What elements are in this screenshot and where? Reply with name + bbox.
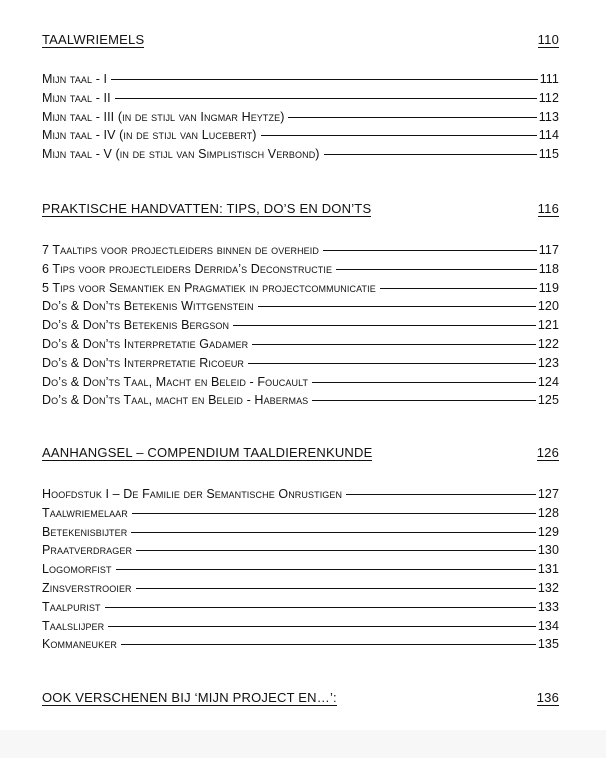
leader-line bbox=[115, 98, 537, 99]
toc-section-taalwriemels bbox=[42, 32, 559, 164]
page-bottom-edge bbox=[0, 730, 606, 758]
toc-entry[interactable] bbox=[42, 617, 559, 636]
heading-page: 110 bbox=[537, 32, 559, 47]
toc-entry[interactable] bbox=[42, 598, 559, 617]
heading-page: 126 bbox=[536, 445, 559, 460]
entry-page: 131 bbox=[537, 562, 559, 577]
leader-line bbox=[288, 117, 536, 118]
leader-line bbox=[111, 79, 538, 80]
toc-entry[interactable] bbox=[42, 504, 559, 523]
entry-title: Mijn taal - V (in de stijl van Simplistisch Verbond) bbox=[42, 147, 320, 162]
entry-page: 113 bbox=[538, 109, 559, 124]
toc-entry[interactable] bbox=[42, 89, 559, 108]
leader-line bbox=[312, 400, 536, 401]
entry-title: Mijn taal - II bbox=[42, 90, 111, 105]
toc-entry[interactable] bbox=[42, 523, 559, 542]
leader-line bbox=[258, 306, 536, 307]
leader-line bbox=[131, 532, 535, 533]
leader-line bbox=[336, 269, 537, 270]
toc-entry[interactable] bbox=[42, 297, 559, 316]
leader-line bbox=[261, 135, 537, 136]
toc-entry[interactable] bbox=[42, 335, 559, 354]
entry-page: 124 bbox=[537, 374, 559, 389]
toc-entry[interactable] bbox=[42, 279, 559, 298]
entry-page: 119 bbox=[538, 280, 559, 295]
entry-title: Taalpurist bbox=[42, 599, 101, 614]
entry-page: 122 bbox=[537, 336, 559, 351]
entry-page: 121 bbox=[537, 318, 559, 333]
toc-entry[interactable] bbox=[42, 241, 559, 260]
leader-line bbox=[108, 626, 536, 627]
leader-line bbox=[324, 154, 537, 155]
entry-title: Logomorfist bbox=[42, 562, 112, 577]
entry-title: Do’s & Don’ts Taal, macht en Beleid - Habermas bbox=[42, 393, 309, 408]
leader-line bbox=[323, 250, 537, 251]
toc-entry[interactable] bbox=[42, 145, 559, 164]
leader-line bbox=[380, 288, 537, 289]
entry-page: 118 bbox=[538, 261, 559, 276]
toc-entry[interactable] bbox=[42, 70, 559, 89]
entry-title: Mijn taal - I bbox=[42, 72, 108, 86]
entry-page: 129 bbox=[537, 524, 559, 539]
entry-title: Betekenisbijter bbox=[42, 524, 128, 539]
leader-line bbox=[105, 607, 536, 608]
toc-heading[interactable] bbox=[42, 690, 559, 710]
heading-page: 136 bbox=[536, 690, 559, 705]
entry-title: 5 Tips voor Semantiek en Pragmatiek in projectcommunicatie bbox=[42, 280, 376, 295]
entry-title: Do’s & Don’ts Interpretatie Gadamer bbox=[42, 336, 249, 351]
toc-heading[interactable] bbox=[42, 201, 559, 221]
entry-title: Hoofdstuk I – De Familie der Semantische Onrustigen bbox=[42, 487, 343, 501]
entry-page: 117 bbox=[538, 243, 559, 257]
entry-page: 125 bbox=[537, 393, 559, 408]
toc-entry[interactable] bbox=[42, 354, 559, 373]
entry-title: Praatverdrager bbox=[42, 543, 133, 558]
toc-entry[interactable] bbox=[42, 391, 559, 410]
heading-title: OOK VERSCHENEN BIJ ‘MIJN PROJECT EN…’: bbox=[42, 690, 337, 705]
leader-line bbox=[312, 382, 536, 383]
entry-page: 114 bbox=[538, 128, 559, 143]
entry-title: Do’s & Don’ts Betekenis Bergson bbox=[42, 318, 230, 333]
entry-page: 112 bbox=[538, 90, 559, 105]
toc-section-ook-verschenen bbox=[42, 690, 559, 710]
entry-title: Mijn taal - III (in de stijl van Ingmar Heytze) bbox=[42, 109, 285, 124]
entry-title: Do’s & Don’ts Betekenis Wittgenstein bbox=[42, 299, 254, 314]
leader-line bbox=[252, 344, 536, 345]
entry-page: 135 bbox=[537, 637, 559, 652]
toc-section-aanhangsel bbox=[42, 445, 559, 654]
entry-page: 111 bbox=[539, 72, 559, 86]
toc-entry[interactable] bbox=[42, 316, 559, 335]
toc-section-praktische-handvatten bbox=[42, 201, 559, 410]
entry-page: 123 bbox=[537, 355, 559, 370]
toc-entry[interactable] bbox=[42, 541, 559, 560]
leader-line bbox=[136, 550, 536, 551]
heading-page: 116 bbox=[537, 201, 559, 216]
entry-page: 134 bbox=[537, 618, 559, 633]
entry-title: 6 Tips voor projectleiders Derrida’s Deconstructie bbox=[42, 261, 333, 276]
entry-title: Taalslijper bbox=[42, 618, 105, 633]
entry-page: 130 bbox=[537, 543, 559, 558]
entry-title: Do’s & Don’ts Interpretatie Ricoeur bbox=[42, 355, 245, 370]
toc-entry[interactable] bbox=[42, 579, 559, 598]
heading-title: PRAKTISCHE HANDVATTEN: TIPS, DO’S EN DON’TS bbox=[42, 201, 372, 216]
leader-line bbox=[136, 588, 536, 589]
toc-entry[interactable] bbox=[42, 560, 559, 579]
entry-page: 127 bbox=[537, 487, 559, 501]
leader-line bbox=[233, 325, 536, 326]
entry-page: 115 bbox=[538, 147, 559, 162]
entry-title: Do’s & Don’ts Taal, Macht en Beleid - Foucault bbox=[42, 374, 309, 389]
toc-entry[interactable] bbox=[42, 126, 559, 145]
entry-title: Kommaneuker bbox=[42, 637, 117, 652]
entry-title: Zinsverstrooier bbox=[42, 580, 132, 595]
leader-line bbox=[346, 494, 536, 495]
toc-entry[interactable] bbox=[42, 485, 559, 504]
heading-title: TAALWRIEMELS bbox=[42, 32, 145, 47]
entry-page: 120 bbox=[537, 299, 559, 314]
toc-entry[interactable] bbox=[42, 373, 559, 392]
toc-entry[interactable] bbox=[42, 635, 559, 654]
toc-entry[interactable] bbox=[42, 260, 559, 279]
entry-title: Mijn taal - IV (in de stijl van Lucebert) bbox=[42, 128, 257, 143]
entry-page: 132 bbox=[537, 580, 559, 595]
toc-heading[interactable] bbox=[42, 445, 559, 465]
leader-line bbox=[248, 363, 536, 364]
entry-page: 133 bbox=[537, 599, 559, 614]
leader-line bbox=[132, 513, 536, 514]
leader-line bbox=[116, 569, 536, 570]
toc-entry[interactable] bbox=[42, 108, 559, 127]
leader-line bbox=[121, 644, 536, 645]
toc-heading[interactable] bbox=[42, 32, 559, 52]
entry-title: 7 Taaltips voor projectleiders binnen de overheid bbox=[42, 243, 319, 257]
entry-page: 128 bbox=[537, 505, 559, 520]
entry-title: Taalwriemelaar bbox=[42, 505, 128, 520]
heading-title: AANHANGSEL – COMPENDIUM TAALDIERENKUNDE bbox=[42, 445, 373, 460]
